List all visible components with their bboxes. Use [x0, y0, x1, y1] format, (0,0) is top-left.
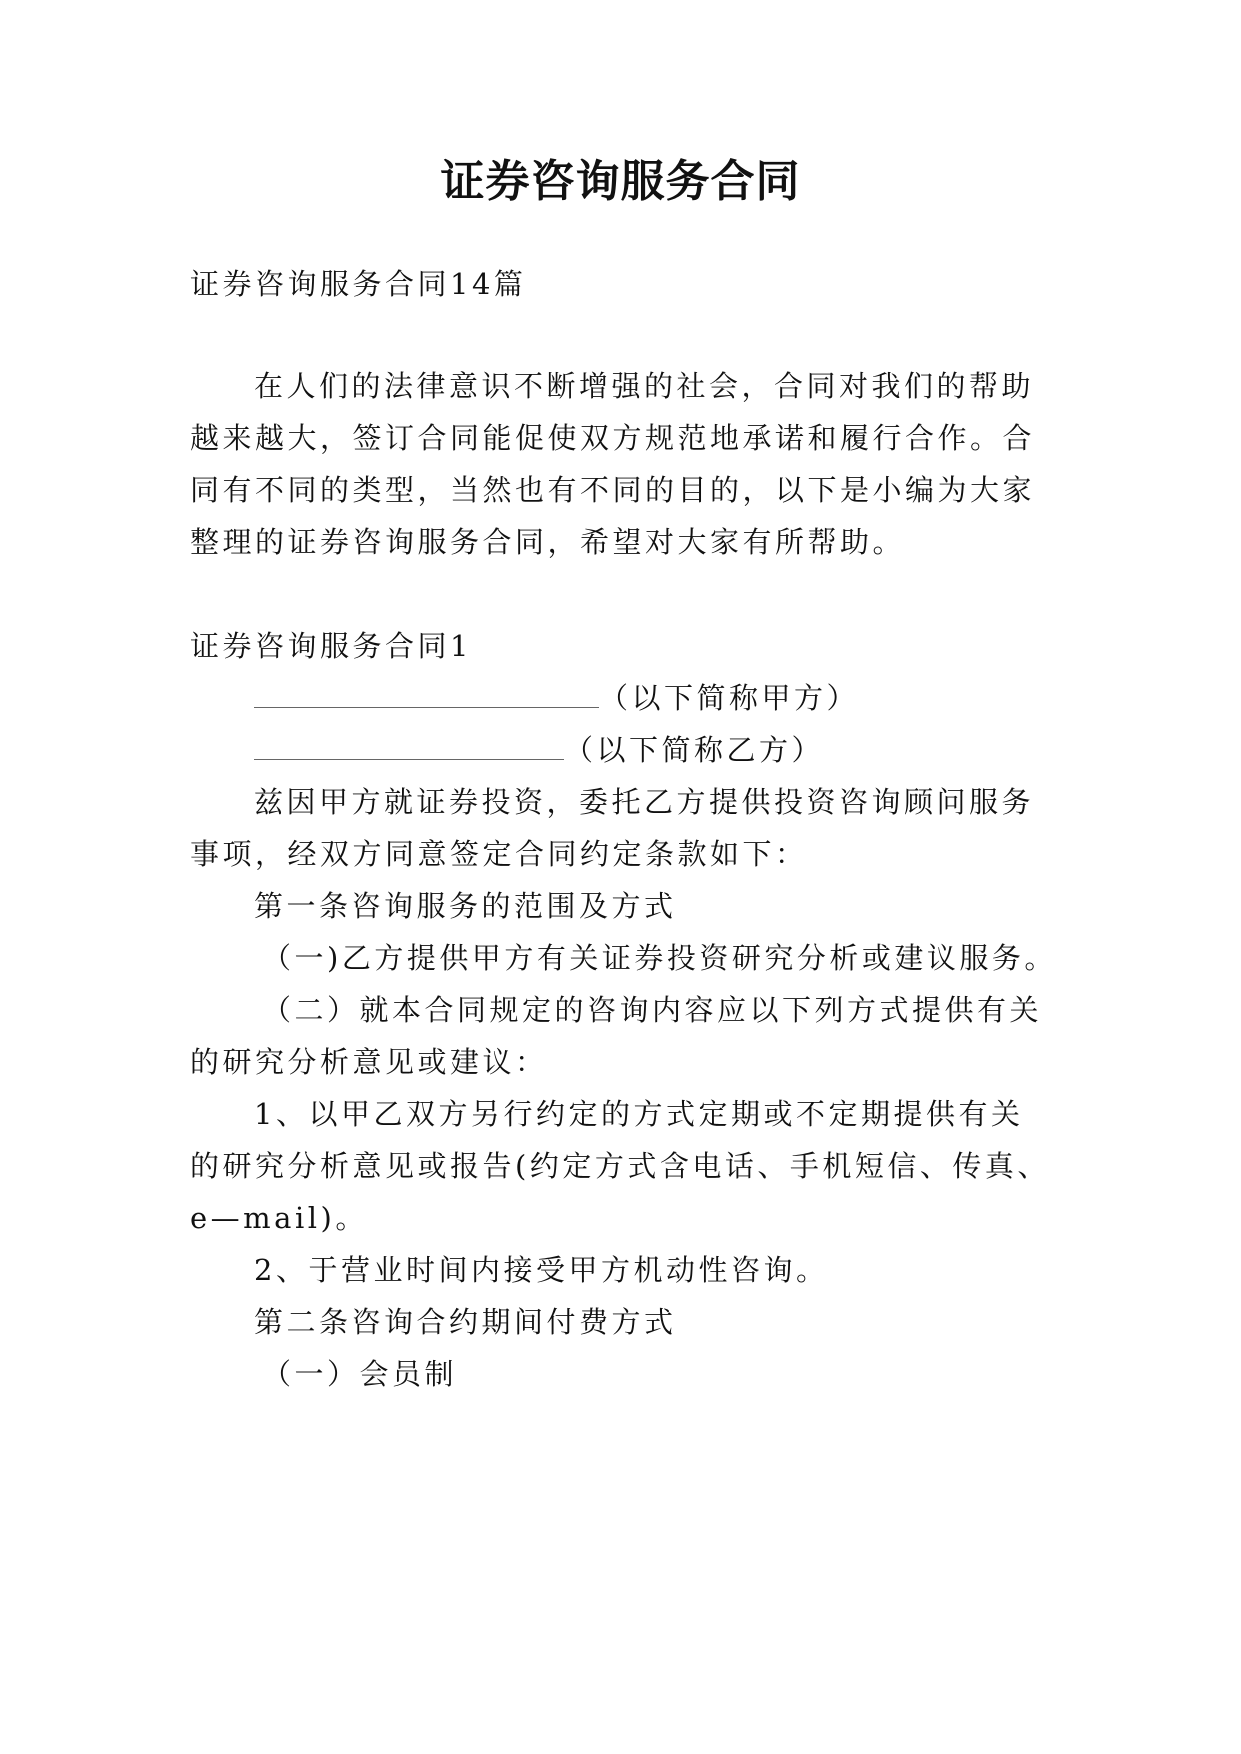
- party-a-line: [254, 678, 1134, 718]
- article-1-item-1: （一)乙方提供甲方有关证券投资研究分析或建议服务。: [262, 941, 1057, 975]
- party-a-label: （以下简称甲方）: [599, 681, 860, 715]
- article-1-title: 第一条咨询服务的范围及方式: [254, 889, 677, 923]
- article-1-sub-1-line-2: 的研究分析意见或报告(约定方式含电话、手机短信、传真、: [190, 1149, 1050, 1183]
- party-b-label: （以下简称乙方）: [564, 733, 825, 767]
- preamble-line-1: 兹因甲方就证券投资，委托乙方提供投资咨询顾问服务: [254, 785, 1035, 819]
- preamble-line-2: 事项，经双方同意签定合同约定条款如下：: [190, 837, 808, 871]
- article-1-item-2-line-2: 的研究分析意见或建议：: [190, 1045, 548, 1079]
- party-b-line: [254, 730, 1134, 770]
- document-subtitle: 证券咨询服务合同14篇: [190, 267, 527, 301]
- article-2-item-1: （一）会员制: [262, 1357, 458, 1391]
- article-1-sub-1-line-1: 1、以甲乙双方另行约定的方式定期或不定期提供有关: [254, 1097, 1024, 1131]
- article-1-sub-2: 2、于营业时间内接受甲方机动性咨询。: [254, 1253, 829, 1287]
- article-2-title: 第二条咨询合约期间付费方式: [254, 1305, 677, 1339]
- document-title: 证券咨询服务合同: [440, 156, 801, 207]
- intro-line-1: 在人们的法律意识不断增强的社会，合同对我们的帮助: [254, 369, 1035, 403]
- section-heading: 证券咨询服务合同1: [190, 629, 472, 663]
- party-a-blank[interactable]: [254, 681, 599, 708]
- intro-line-2: 越来越大，签订合同能促使双方规范地承诺和履行合作。合: [190, 421, 1036, 455]
- article-1-item-2-line-1: （二）就本合同规定的咨询内容应以下列方式提供有关: [262, 993, 1043, 1027]
- party-b-blank[interactable]: [254, 733, 564, 760]
- intro-line-3: 同有不同的类型，当然也有不同的目的，以下是小编为大家: [190, 473, 1036, 507]
- intro-line-4: 整理的证券咨询服务合同，希望对大家有所帮助。: [190, 525, 906, 559]
- article-1-sub-1-line-3: e—mail)。: [190, 1201, 368, 1235]
